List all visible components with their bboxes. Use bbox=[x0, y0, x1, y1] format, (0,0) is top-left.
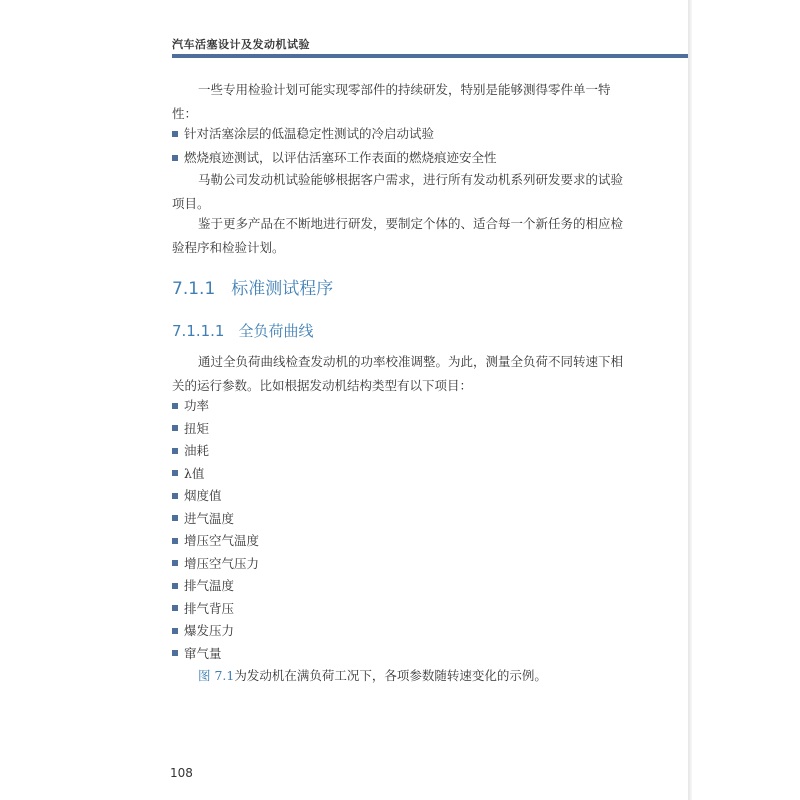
full-load-paragraph: 通过全负荷曲线检查发动机的功率校准调整。为此，测量全负荷不同转速下相关的运行参数。比如根据发动机结构类型有以下项目： bbox=[172, 354, 624, 393]
parameter-list-item bbox=[172, 621, 234, 641]
parameter-text: 油耗 bbox=[184, 443, 210, 458]
parameter-list-item bbox=[172, 464, 204, 484]
bullet-square-icon bbox=[172, 131, 178, 137]
subsection-heading bbox=[172, 320, 314, 341]
parameter-text: 窜气量 bbox=[184, 645, 222, 661]
development-paragraph: 鉴于更多产品在不断地进行研发，要制定个体的、适合每一个新任务的相应检验程序和检验计划。 bbox=[172, 216, 624, 255]
running-head: 汽车活塞设计及发动机试验 bbox=[172, 38, 310, 51]
section-title: 标准测试程序 bbox=[231, 279, 334, 299]
header-rule bbox=[172, 54, 688, 58]
parameter-list-item bbox=[172, 509, 234, 529]
parameter-list-item bbox=[172, 531, 259, 551]
parameter-list-item bbox=[172, 554, 259, 574]
bullet-square-icon bbox=[172, 448, 178, 454]
bullet-square-icon bbox=[172, 425, 178, 431]
mahle-paragraph: 马勒公司发动机试验能够根据客户需求，进行所有发动机系列研发要求的试验项目。 bbox=[172, 172, 624, 211]
special-bullet-item bbox=[172, 124, 434, 144]
bullet-square-icon bbox=[172, 605, 178, 611]
parameter-list-item bbox=[172, 644, 222, 664]
subsection-number: 7.1.1.1 bbox=[172, 322, 225, 340]
page-number: 108 bbox=[170, 766, 193, 780]
bullet-square-icon bbox=[172, 515, 178, 521]
parameter-list-item bbox=[172, 396, 209, 416]
bullet-square-icon bbox=[172, 560, 178, 566]
parameter-text: 增压空气温度 bbox=[184, 533, 260, 548]
bullet-square-icon bbox=[172, 628, 178, 634]
parameter-list-item bbox=[172, 441, 209, 461]
parameter-text: λ值 bbox=[184, 465, 205, 481]
parameter-text: 增压空气压力 bbox=[184, 555, 260, 571]
special-bullet-text: 燃烧痕迹测试，以评估活塞环工作表面的燃烧痕迹安全性 bbox=[184, 150, 497, 165]
parameter-list-item bbox=[172, 486, 222, 506]
bullet-square-icon bbox=[172, 493, 178, 499]
parameter-list-item bbox=[172, 599, 234, 619]
parameter-text: 功率 bbox=[184, 398, 210, 413]
figure-sentence: 为发动机在满负荷工况下，各项参数随转速变化的示例。 bbox=[234, 668, 547, 683]
page-margin bbox=[692, 0, 800, 800]
intro-paragraph: 一些专用检验计划可能实现零部件的持续研发，特别是能够测得零件单一特性： bbox=[172, 82, 611, 121]
bullet-square-icon bbox=[172, 155, 178, 161]
parameter-text: 进气温度 bbox=[184, 510, 235, 526]
bullet-square-icon bbox=[172, 650, 178, 656]
parameter-text: 排气温度 bbox=[184, 578, 235, 593]
parameter-text: 烟度值 bbox=[184, 488, 222, 503]
parameter-list-item bbox=[172, 576, 234, 596]
figure-link[interactable]: 图 7.1 bbox=[198, 668, 235, 683]
subsection-title: 全负荷曲线 bbox=[238, 322, 314, 340]
parameter-text: 扭矩 bbox=[184, 420, 210, 436]
special-bullet-text: 针对活塞涂层的低温稳定性测试的冷启动试验 bbox=[184, 126, 435, 141]
bullet-square-icon bbox=[172, 583, 178, 589]
figure-reference-paragraph bbox=[172, 664, 632, 688]
bullet-square-icon bbox=[172, 538, 178, 544]
bullet-square-icon bbox=[172, 470, 178, 476]
bullet-square-icon bbox=[172, 403, 178, 409]
parameter-list-item bbox=[172, 419, 209, 439]
parameter-text: 爆发压力 bbox=[184, 623, 235, 638]
parameter-text: 排气背压 bbox=[184, 600, 235, 616]
section-number: 7.1.1 bbox=[172, 279, 216, 299]
section-heading bbox=[172, 274, 333, 299]
special-bullet-item bbox=[172, 148, 497, 168]
